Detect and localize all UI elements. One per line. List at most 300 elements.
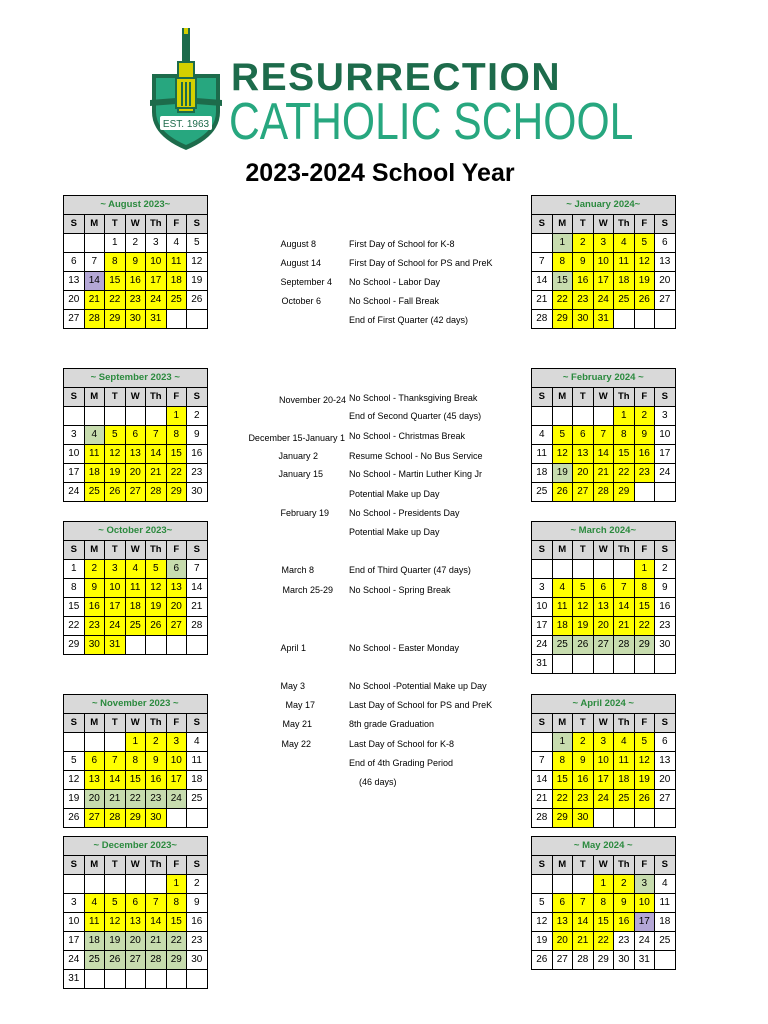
- empty-day-cell: [166, 636, 187, 655]
- day-cell: 22: [593, 932, 614, 951]
- week-row: [532, 598, 676, 617]
- event-description: End of First Quarter (42 days): [349, 315, 469, 325]
- day-cell: 8: [166, 894, 187, 913]
- day-cell: 20: [655, 272, 676, 291]
- weekday-header: M: [552, 856, 573, 875]
- day-cell: 12: [105, 445, 126, 464]
- week-row: [532, 445, 676, 464]
- day-cell: 4: [166, 234, 187, 253]
- day-cell: 30: [573, 809, 594, 828]
- empty-day-cell: [614, 809, 635, 828]
- day-cell: 29: [166, 483, 187, 502]
- day-cell: 25: [532, 483, 553, 502]
- day-cell: 11: [655, 894, 676, 913]
- empty-day-cell: [532, 875, 553, 894]
- weekday-header: F: [166, 388, 187, 407]
- empty-day-cell: [84, 970, 105, 989]
- month-calendar-sep: [63, 368, 208, 502]
- day-cell: 3: [105, 560, 126, 579]
- day-cell: 21: [84, 291, 105, 310]
- weekday-header: T: [573, 215, 594, 234]
- day-cell: 2: [614, 875, 635, 894]
- day-cell: 15: [593, 913, 614, 932]
- day-cell: 21: [187, 598, 208, 617]
- day-cell: 29: [552, 809, 573, 828]
- empty-day-cell: [166, 310, 187, 329]
- empty-day-cell: [64, 234, 85, 253]
- day-cell: 19: [105, 932, 126, 951]
- day-cell: 18: [84, 464, 105, 483]
- day-cell: 5: [187, 234, 208, 253]
- event-description: No School -Potential Make up Day: [349, 681, 487, 691]
- day-cell: 4: [84, 894, 105, 913]
- week-row: [532, 617, 676, 636]
- day-cell: 21: [614, 617, 635, 636]
- event-description: No School - Christmas Break: [349, 431, 466, 441]
- month-calendar-oct: [63, 521, 208, 655]
- day-cell: 10: [593, 752, 614, 771]
- empty-day-cell: [593, 809, 614, 828]
- week-row: [64, 932, 208, 951]
- weekday-header: W: [125, 541, 146, 560]
- day-cell: 15: [634, 598, 655, 617]
- day-cell: 24: [655, 464, 676, 483]
- day-cell: 7: [146, 426, 167, 445]
- day-cell: 23: [573, 790, 594, 809]
- day-cell: 5: [552, 426, 573, 445]
- day-cell: 24: [64, 951, 85, 970]
- day-cell: 11: [84, 913, 105, 932]
- day-cell: 31: [593, 310, 614, 329]
- month-title: ~ January 2024~: [532, 196, 676, 215]
- empty-day-cell: [552, 407, 573, 426]
- day-cell: 17: [593, 771, 614, 790]
- day-cell: 7: [105, 752, 126, 771]
- day-cell: 3: [166, 733, 187, 752]
- week-row: [532, 951, 676, 970]
- weekday-header: S: [532, 541, 553, 560]
- day-cell: 21: [146, 464, 167, 483]
- week-row: [532, 426, 676, 445]
- day-cell: 18: [614, 771, 635, 790]
- week-row: [64, 790, 208, 809]
- week-row: [532, 272, 676, 291]
- day-cell: 9: [187, 894, 208, 913]
- day-cell: 18: [125, 598, 146, 617]
- day-cell: 11: [187, 752, 208, 771]
- day-cell: 23: [187, 464, 208, 483]
- weekday-header: S: [532, 215, 553, 234]
- day-cell: 6: [64, 253, 85, 272]
- event-description: Potential Make up Day: [349, 527, 440, 537]
- day-cell: 15: [105, 272, 126, 291]
- weekday-header: M: [552, 215, 573, 234]
- empty-day-cell: [187, 970, 208, 989]
- day-cell: 14: [532, 272, 553, 291]
- weekday-header: S: [532, 388, 553, 407]
- day-cell: 16: [655, 598, 676, 617]
- day-cell: 27: [125, 951, 146, 970]
- day-cell: 16: [187, 913, 208, 932]
- month-table: [63, 195, 208, 329]
- day-cell: 10: [634, 894, 655, 913]
- week-row: [64, 951, 208, 970]
- event-description: No School - Easter Monday: [349, 643, 460, 653]
- day-cell: 6: [166, 560, 187, 579]
- event-description: (46 days): [359, 777, 397, 787]
- empty-day-cell: [655, 951, 676, 970]
- day-cell: 9: [187, 426, 208, 445]
- day-cell: 31: [105, 636, 126, 655]
- weekday-header: S: [64, 856, 85, 875]
- day-cell: 14: [532, 771, 553, 790]
- event-description: First Day of School for K-8: [349, 239, 455, 249]
- weekday-header: S: [64, 714, 85, 733]
- week-row: [532, 809, 676, 828]
- day-cell: 12: [532, 913, 553, 932]
- empty-day-cell: [634, 809, 655, 828]
- empty-day-cell: [166, 809, 187, 828]
- week-row: [64, 894, 208, 913]
- day-cell: 12: [146, 579, 167, 598]
- empty-day-cell: [64, 733, 85, 752]
- day-cell: 28: [146, 483, 167, 502]
- event-description: No School - Fall Break: [349, 296, 440, 306]
- day-cell: 19: [552, 464, 573, 483]
- event-description: End of 4th Grading Period: [349, 758, 454, 768]
- empty-day-cell: [84, 407, 105, 426]
- day-cell: 28: [187, 617, 208, 636]
- day-cell: 10: [64, 445, 85, 464]
- day-cell: 25: [187, 790, 208, 809]
- day-cell: 5: [64, 752, 85, 771]
- day-cell: 25: [125, 617, 146, 636]
- week-row: [532, 483, 676, 502]
- week-row: [64, 272, 208, 291]
- day-cell: 28: [614, 636, 635, 655]
- event-description: 8th grade Graduation: [349, 719, 435, 729]
- day-cell: 30: [125, 310, 146, 329]
- day-cell: 13: [573, 445, 594, 464]
- day-cell: 26: [634, 790, 655, 809]
- day-cell: 10: [166, 752, 187, 771]
- day-cell: 4: [614, 733, 635, 752]
- day-cell: 24: [64, 483, 85, 502]
- month-table: [531, 521, 676, 674]
- day-cell: 9: [655, 579, 676, 598]
- day-cell: 17: [146, 272, 167, 291]
- day-cell: 3: [532, 579, 553, 598]
- month-title: ~ March 2024~: [532, 522, 676, 541]
- week-row: [64, 464, 208, 483]
- day-cell: 15: [552, 771, 573, 790]
- day-cell: 21: [573, 932, 594, 951]
- weekday-header: Th: [614, 714, 635, 733]
- day-cell: 12: [552, 445, 573, 464]
- header: [0, 0, 768, 200]
- day-cell: 8: [634, 579, 655, 598]
- day-cell: 1: [552, 733, 573, 752]
- weekday-header: F: [634, 856, 655, 875]
- day-cell: 30: [655, 636, 676, 655]
- empty-day-cell: [593, 560, 614, 579]
- event-date: March 8: [281, 565, 314, 575]
- event-description: Last Day of School for K-8: [349, 739, 455, 749]
- day-cell: 27: [125, 483, 146, 502]
- event-description: End of Third Quarter (47 days): [349, 565, 471, 575]
- event-description: No School - Presidents Day: [349, 508, 460, 518]
- day-cell: 7: [593, 426, 614, 445]
- day-cell: 17: [64, 464, 85, 483]
- day-cell: 9: [84, 579, 105, 598]
- event-description: No School - Labor Day: [349, 277, 441, 287]
- day-cell: 23: [614, 932, 635, 951]
- month-table: [63, 521, 208, 655]
- day-cell: 8: [64, 579, 85, 598]
- day-cell: 4: [532, 426, 553, 445]
- day-cell: 13: [125, 445, 146, 464]
- day-cell: 9: [573, 752, 594, 771]
- day-cell: 23: [84, 617, 105, 636]
- weekday-header: T: [105, 856, 126, 875]
- event-description: No School - Spring Break: [349, 585, 451, 595]
- weekday-header: S: [187, 215, 208, 234]
- event-date: September 4: [280, 277, 332, 287]
- day-cell: 11: [532, 445, 553, 464]
- day-cell: 1: [552, 234, 573, 253]
- day-cell: 6: [655, 234, 676, 253]
- empty-day-cell: [166, 970, 187, 989]
- week-row: [532, 771, 676, 790]
- page-title: 2023-2024 School Year: [245, 159, 515, 187]
- day-cell: 1: [105, 234, 126, 253]
- day-cell: 6: [573, 426, 594, 445]
- empty-day-cell: [146, 407, 167, 426]
- day-cell: 7: [614, 579, 635, 598]
- month-title: ~ May 2024 ~: [532, 837, 676, 856]
- day-cell: 7: [532, 752, 553, 771]
- day-cell: 18: [532, 464, 553, 483]
- day-cell: 26: [552, 483, 573, 502]
- day-cell: 3: [64, 426, 85, 445]
- month-calendar-may: [531, 836, 676, 970]
- day-cell: 8: [552, 253, 573, 272]
- day-cell: 26: [105, 483, 126, 502]
- month-table: [63, 836, 208, 989]
- empty-day-cell: [64, 875, 85, 894]
- day-cell: 30: [573, 310, 594, 329]
- day-cell: 9: [634, 426, 655, 445]
- day-cell: 31: [634, 951, 655, 970]
- day-cell: 7: [146, 894, 167, 913]
- day-cell: 2: [573, 733, 594, 752]
- day-cell: 4: [614, 234, 635, 253]
- week-row: [532, 291, 676, 310]
- month-title: ~ December 2023~: [64, 837, 208, 856]
- day-cell: 29: [634, 636, 655, 655]
- weekday-header: W: [125, 215, 146, 234]
- day-cell: 20: [84, 790, 105, 809]
- day-cell: 2: [634, 407, 655, 426]
- empty-day-cell: [573, 407, 594, 426]
- event-date: May 22: [281, 739, 311, 749]
- day-cell: 2: [573, 234, 594, 253]
- day-cell: 29: [166, 951, 187, 970]
- event-date: May 21: [282, 719, 312, 729]
- weekday-header: T: [573, 714, 594, 733]
- day-cell: 27: [573, 483, 594, 502]
- day-cell: 12: [64, 771, 85, 790]
- day-cell: 23: [634, 464, 655, 483]
- weekday-header: S: [655, 215, 676, 234]
- weekday-header: Th: [146, 856, 167, 875]
- day-cell: 25: [614, 790, 635, 809]
- day-cell: 24: [146, 291, 167, 310]
- day-cell: 29: [552, 310, 573, 329]
- weekday-header: T: [105, 388, 126, 407]
- day-cell: 24: [166, 790, 187, 809]
- day-cell: 4: [125, 560, 146, 579]
- weekday-header: M: [84, 856, 105, 875]
- month-table: [531, 694, 676, 828]
- day-cell: 15: [64, 598, 85, 617]
- week-row: [532, 913, 676, 932]
- day-cell: 23: [187, 932, 208, 951]
- day-cell: 24: [105, 617, 126, 636]
- day-cell: 25: [614, 291, 635, 310]
- day-cell: 28: [532, 809, 553, 828]
- week-row: [64, 445, 208, 464]
- day-cell: 19: [634, 272, 655, 291]
- day-cell: 28: [573, 951, 594, 970]
- weekday-header: M: [84, 215, 105, 234]
- day-cell: 11: [125, 579, 146, 598]
- day-cell: 16: [634, 445, 655, 464]
- empty-day-cell: [105, 407, 126, 426]
- day-cell: 22: [166, 464, 187, 483]
- week-row: [532, 310, 676, 329]
- day-cell: 6: [552, 894, 573, 913]
- day-cell: 14: [573, 913, 594, 932]
- weekday-header: Th: [146, 541, 167, 560]
- weekday-header: S: [532, 714, 553, 733]
- empty-day-cell: [125, 970, 146, 989]
- day-cell: 4: [552, 579, 573, 598]
- day-cell: 7: [573, 894, 594, 913]
- day-cell: 16: [614, 913, 635, 932]
- day-cell: 3: [593, 733, 614, 752]
- week-row: [64, 875, 208, 894]
- day-cell: 3: [146, 234, 167, 253]
- day-cell: 20: [166, 598, 187, 617]
- day-cell: 13: [593, 598, 614, 617]
- day-cell: 19: [187, 272, 208, 291]
- day-cell: 18: [614, 272, 635, 291]
- month-table: [531, 368, 676, 502]
- day-cell: 22: [634, 617, 655, 636]
- day-cell: 18: [84, 932, 105, 951]
- empty-day-cell: [125, 875, 146, 894]
- svg-text:EST. 1963: EST. 1963: [162, 119, 210, 130]
- day-cell: 1: [166, 875, 187, 894]
- empty-day-cell: [532, 733, 553, 752]
- day-cell: 24: [634, 932, 655, 951]
- weekday-header: T: [573, 541, 594, 560]
- event-date: January 15: [278, 469, 323, 479]
- day-cell: 19: [146, 598, 167, 617]
- day-cell: 5: [634, 733, 655, 752]
- day-cell: 29: [64, 636, 85, 655]
- month-table: [63, 368, 208, 502]
- weekday-header: S: [655, 856, 676, 875]
- week-row: [532, 875, 676, 894]
- day-cell: 20: [593, 617, 614, 636]
- day-cell: 8: [593, 894, 614, 913]
- day-cell: 12: [634, 752, 655, 771]
- day-cell: 1: [64, 560, 85, 579]
- day-cell: 23: [573, 291, 594, 310]
- month-calendar-dec: [63, 836, 208, 989]
- weekday-header: W: [125, 714, 146, 733]
- day-cell: 9: [146, 752, 167, 771]
- weekday-header: S: [64, 215, 85, 234]
- month-title: ~ August 2023~: [64, 196, 208, 215]
- day-cell: 29: [614, 483, 635, 502]
- day-cell: 27: [84, 809, 105, 828]
- week-row: [532, 560, 676, 579]
- day-cell: 17: [166, 771, 187, 790]
- day-cell: 7: [187, 560, 208, 579]
- day-cell: 2: [187, 407, 208, 426]
- day-cell: 27: [552, 951, 573, 970]
- day-cell: 16: [125, 272, 146, 291]
- week-row: [64, 752, 208, 771]
- school-name-line1: RESURRECTION: [231, 56, 562, 99]
- day-cell: 26: [105, 951, 126, 970]
- event-date: February 19: [280, 508, 329, 518]
- week-row: [64, 407, 208, 426]
- day-cell: 11: [166, 253, 187, 272]
- month-table: [531, 836, 676, 970]
- event-description: First Day of School for PS and PreK: [349, 258, 493, 268]
- day-cell: 27: [593, 636, 614, 655]
- empty-day-cell: [614, 310, 635, 329]
- day-cell: 16: [187, 445, 208, 464]
- week-row: [64, 253, 208, 272]
- weekday-header: F: [166, 856, 187, 875]
- week-row: [532, 234, 676, 253]
- weekday-header: M: [84, 388, 105, 407]
- day-cell: 15: [125, 771, 146, 790]
- week-row: [64, 291, 208, 310]
- day-cell: 10: [532, 598, 553, 617]
- day-cell: 30: [146, 809, 167, 828]
- day-cell: 11: [614, 752, 635, 771]
- week-row: [64, 970, 208, 989]
- weekday-header: W: [593, 541, 614, 560]
- weekday-header: W: [593, 714, 614, 733]
- empty-day-cell: [655, 483, 676, 502]
- day-cell: 19: [634, 771, 655, 790]
- empty-day-cell: [634, 483, 655, 502]
- week-row: [532, 636, 676, 655]
- day-cell: 2: [84, 560, 105, 579]
- event-date: November 20-24: [278, 395, 346, 405]
- event-date: December 15-January 1: [248, 433, 345, 443]
- day-cell: 20: [655, 771, 676, 790]
- empty-day-cell: [532, 234, 553, 253]
- day-cell: 12: [187, 253, 208, 272]
